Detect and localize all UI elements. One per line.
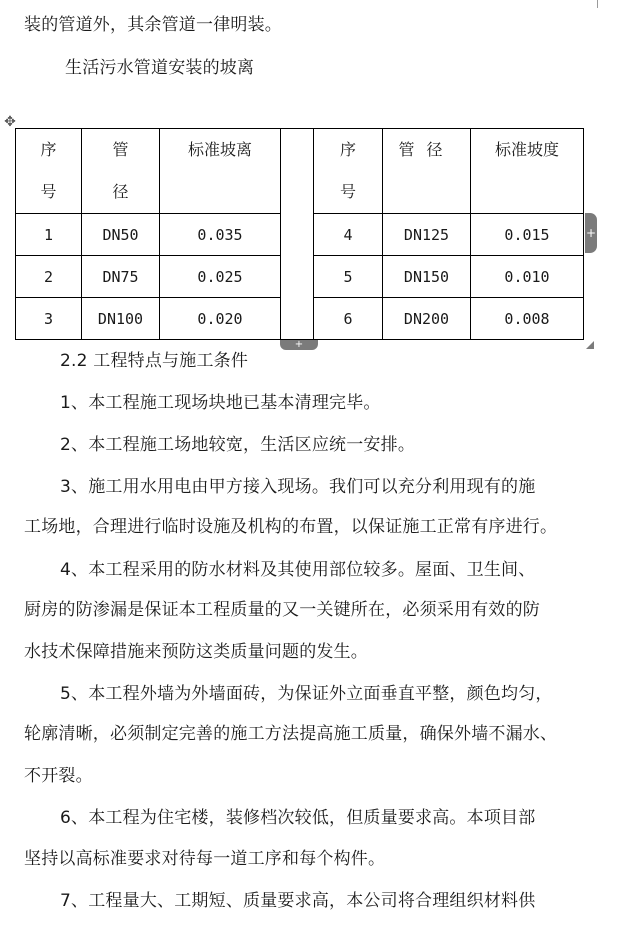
paragraph-line: 不开裂。 — [24, 766, 93, 786]
cell-pipe: DN200 — [383, 298, 471, 340]
paragraph-line: 1、本工程施工现场块地已基本清理完毕。 — [60, 393, 381, 413]
cell-pipe: DN50 — [82, 214, 160, 256]
paragraph-line: 工场地，合理进行临时设施及机构的布置，以保证施工正常有序进行。 — [24, 517, 558, 537]
table-header-row — [16, 129, 584, 214]
cell-seq: 3 — [16, 298, 82, 340]
cell-seq: 2 — [16, 256, 82, 298]
table-spacer-column — [281, 129, 314, 340]
paragraph-line: 轮廓清晰，必须制定完善的施工方法提高施工质量，确保外墙不漏水、 — [24, 724, 558, 744]
header-seq-left: 序 号 — [16, 129, 82, 214]
header-pipe-right: 管径 — [383, 129, 471, 214]
paragraph-line: 5、本工程外墙为外墙面砖，为保证外立面垂直平整，颜色均匀， — [60, 684, 553, 704]
paragraph-line: 坚持以高标准要求对待每一道工序和每个构件。 — [24, 849, 386, 869]
paragraph-line: 3、施工用水用电由甲方接入现场。我们可以充分利用现有的施 — [60, 477, 536, 497]
cell-seq: 6 — [314, 298, 383, 340]
cell-slope: 0.008 — [471, 298, 584, 340]
paragraph-line: 2、本工程施工场地较宽，生活区应统一安排。 — [60, 435, 416, 455]
cell-seq: 4 — [314, 214, 383, 256]
table-move-handle-icon[interactable]: ✥ — [4, 114, 16, 130]
cell-slope: 0.020 — [160, 298, 281, 340]
paragraph-line: 7、工程量大、工期短、质量要求高，本公司将合理组织材料供 — [60, 891, 536, 911]
cell-slope: 0.010 — [471, 256, 584, 298]
cell-seq: 1 — [16, 214, 82, 256]
cell-pipe: DN125 — [383, 214, 471, 256]
add-row-button[interactable]: + — [280, 340, 318, 350]
cell-seq: 5 — [314, 256, 383, 298]
header-pipe-left: 管 径 — [82, 129, 160, 214]
paragraph-line: 水技术保障措施来预防这类质量问题的发生。 — [24, 642, 368, 662]
section-heading: 2.2 工程特点与施工条件 — [60, 351, 249, 371]
paragraph-line: 厨房的防渗漏是保证本工程质量的又一关键所在，必须采用有效的防 — [24, 600, 540, 620]
cell-slope: 0.035 — [160, 214, 281, 256]
page-corner-mark — [597, 0, 598, 8]
header-slope-left: 标准坡离 — [160, 129, 281, 214]
paragraph-line: 6、本工程为住宅楼，装修档次较低，但质量要求高。本项目部 — [60, 808, 536, 828]
header-seq-right: 序 号 — [314, 129, 383, 214]
paragraph-line: 4、本工程采用的防水材料及其使用部位较多。屋面、卫生间、 — [60, 560, 536, 580]
pipe-slope-table — [15, 128, 584, 340]
cell-pipe: DN75 — [82, 256, 160, 298]
add-column-button[interactable]: + — [585, 213, 597, 253]
table-resize-handle-icon[interactable] — [585, 340, 595, 350]
cell-pipe: DN150 — [383, 256, 471, 298]
cell-slope: 0.025 — [160, 256, 281, 298]
header-slope-right: 标准坡度 — [471, 129, 584, 214]
table-caption: 生活污水管道安装的坡离 — [65, 58, 255, 78]
cell-slope: 0.015 — [471, 214, 584, 256]
cell-pipe: DN100 — [82, 298, 160, 340]
paragraph-line: 装的管道外，其余管道一律明装。 — [24, 15, 282, 35]
